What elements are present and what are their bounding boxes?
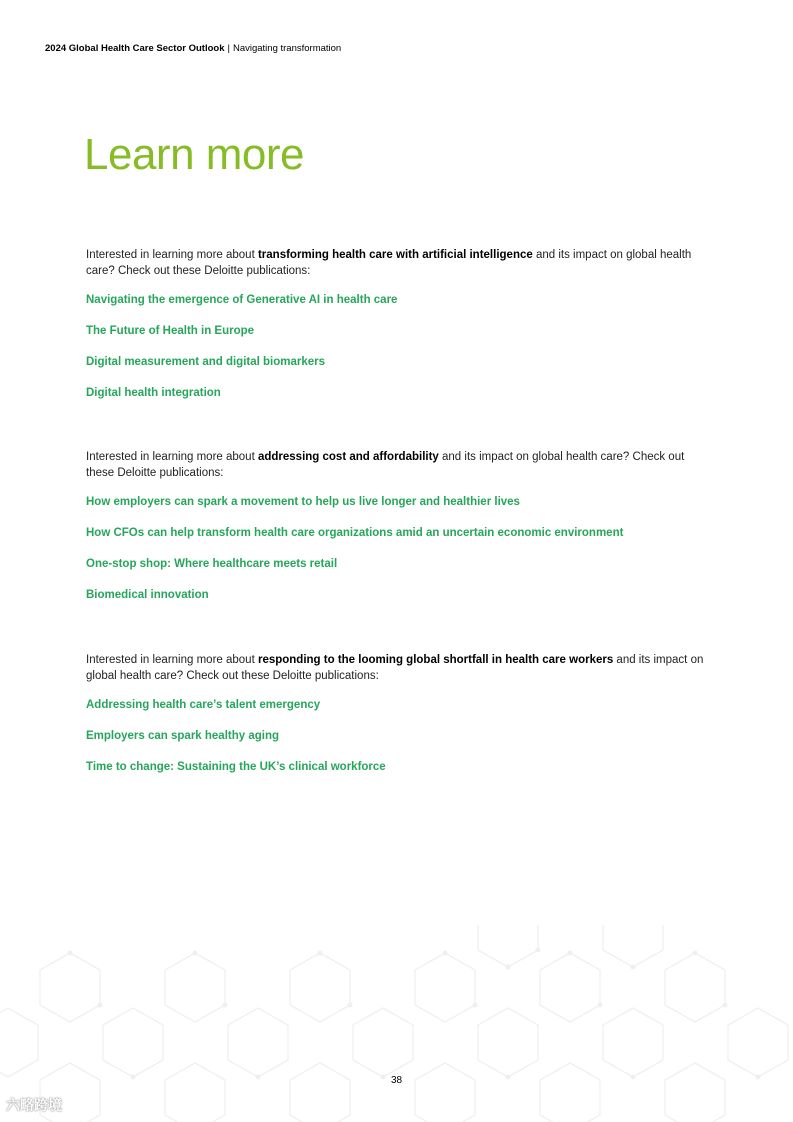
publication-link[interactable]: Digital health integration [86, 387, 221, 399]
watermark-logo: 六略跨境 [6, 1097, 62, 1113]
report-title: 2024 Global Health Care Sector Outlook [45, 43, 225, 54]
publication-link[interactable]: How CFOs can help transform health care organizations amid an uncertain economic environment [86, 527, 624, 539]
header-separator: | [227, 43, 230, 54]
section-topic: responding to the looming global shortfall in health care workers [257, 654, 614, 666]
section-topic: transforming health care with artificial intelligence [257, 249, 533, 261]
section-intro: Interested in learning more about addressing cost and affordability and its impact on global health care? Check out these Deloitte publications: [86, 451, 685, 479]
running-header [45, 43, 341, 54]
page-number: 38 [390, 1075, 403, 1086]
publication-link[interactable]: How employers can spark a movement to help us live longer and healthier lives [86, 496, 520, 508]
report-subtitle: Navigating transformation [232, 43, 342, 54]
publication-link[interactable]: The Future of Health in Europe [86, 325, 255, 337]
publication-link[interactable]: One-stop shop: Where healthcare meets retail [86, 558, 338, 570]
section-workforce [86, 652, 711, 791]
section-intro: Interested in learning more about responding to the looming global shortfall in health care workers and its impact on global health care? Check out these Deloitte publications: [86, 654, 704, 682]
section-topic: addressing cost and affordability [257, 451, 439, 463]
section-ai [86, 247, 711, 417]
publication-link[interactable]: Navigating the emergence of Generative AI in health care [86, 294, 398, 306]
publication-link[interactable]: Employers can spark healthy aging [86, 730, 280, 742]
section-intro: Interested in learning more about transforming health care with artificial intelligence and its impact on global health care? Check out these Deloitte publications: [86, 249, 692, 277]
publication-link[interactable]: Biomedical innovation [86, 589, 209, 601]
publication-link[interactable]: Addressing health care’s talent emergency [86, 699, 321, 711]
publication-link[interactable]: Time to change: Sustaining the UK’s clinical workforce [86, 761, 386, 773]
publication-link[interactable]: Digital measurement and digital biomarkers [86, 356, 326, 368]
page-title: Learn more [84, 130, 305, 179]
section-cost [86, 449, 711, 619]
hexagon-pattern-decoration [0, 925, 793, 1122]
